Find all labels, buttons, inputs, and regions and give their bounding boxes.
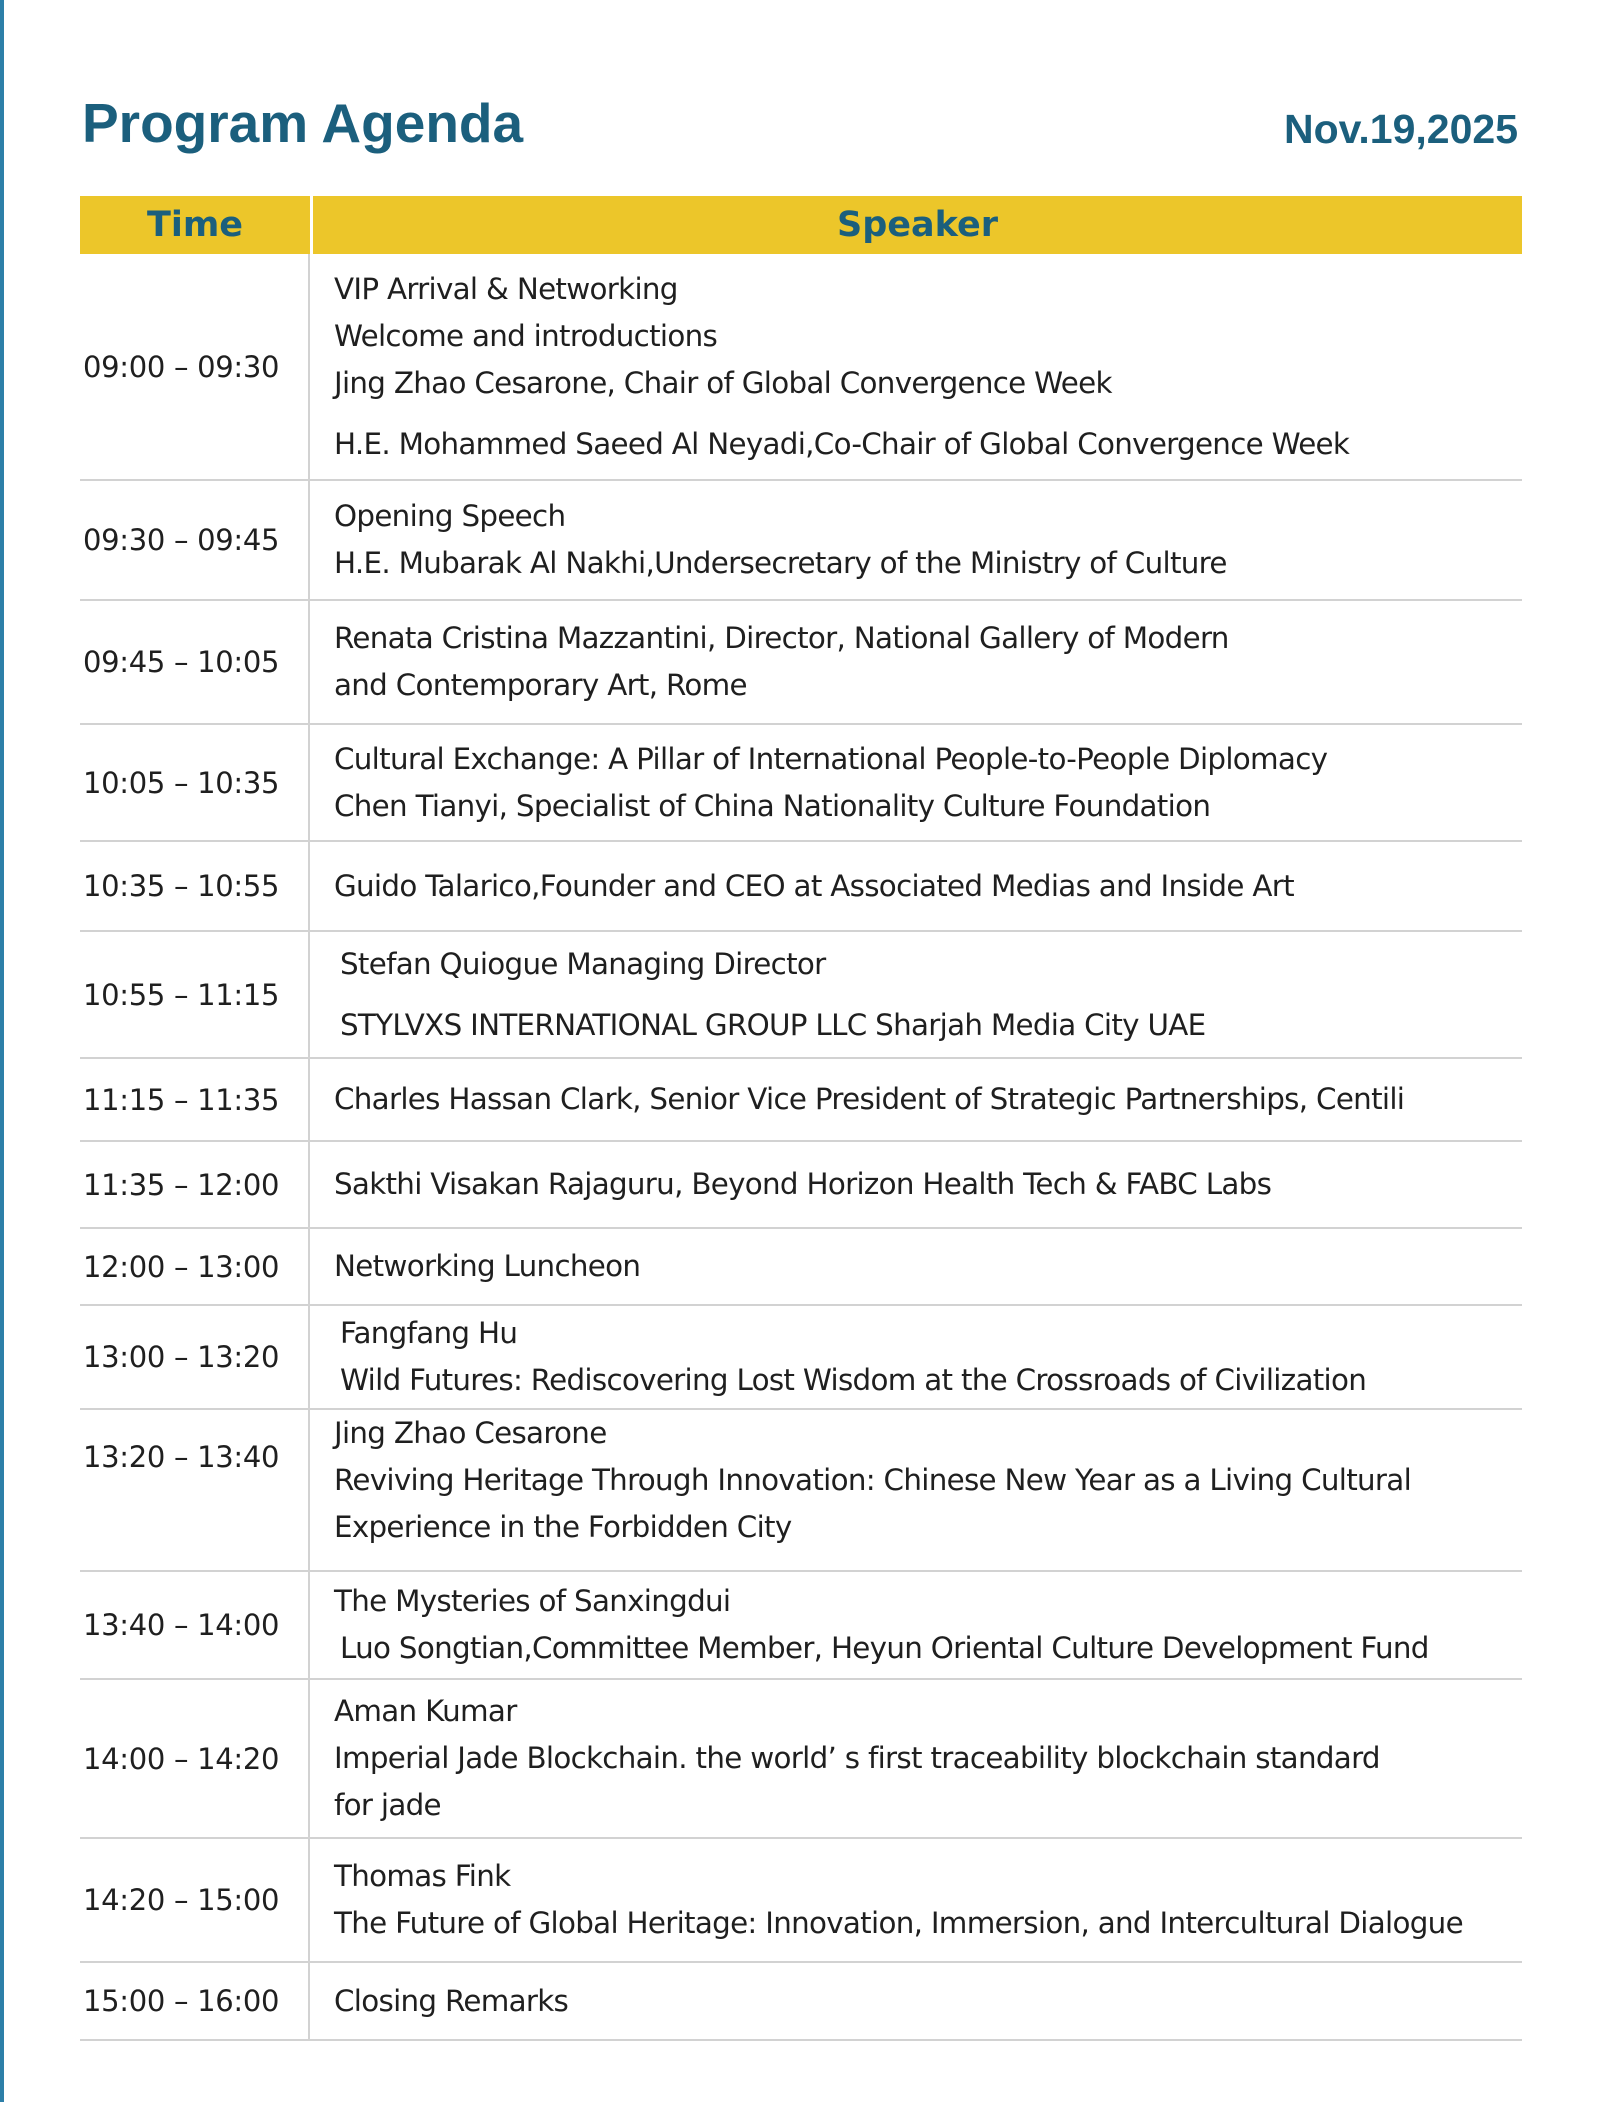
agenda-row [80,1572,1522,1680]
time-slot: 13:20 – 13:40 [80,1410,310,1570]
agenda-row [80,842,1522,932]
speaker-line: Welcome and introductions [334,318,718,353]
agenda-row [80,932,1522,1059]
column-header-time: Time [80,196,313,254]
speaker-line: H.E. Mubarak Al Nakhi,Undersecretary of the Ministry of Culture [334,546,1227,580]
speaker-cell [310,1142,1522,1227]
agenda-row [80,1142,1522,1229]
speaker-line: Fangfang Hu [340,1316,518,1350]
time-slot: 14:00 – 14:20 [80,1680,310,1837]
speaker-cell [310,842,1522,930]
agenda-row [80,1306,1522,1410]
left-edge-rule [0,0,4,2102]
agenda-row [80,481,1522,601]
speaker-line: Wild Futures: Rediscovering Lost Wisdom at the Crossroads of Civilization [340,1363,1367,1397]
speaker-line: Imperial Jade Blockchain. the world’ s first traceability blockchain standard [334,1741,1380,1775]
time-slot: 13:40 – 14:00 [80,1572,310,1678]
speaker-line: Reviving Heritage Through Innovation: Chinese New Year as a Living Cultural [334,1463,1412,1497]
speaker-line: STYLVXS INTERNATIONAL GROUP LLC Sharjah Media City UAE [340,1007,1206,1042]
speaker-line: Networking Luncheon [334,1249,641,1283]
time-slot: 15:00 – 16:00 [80,1963,310,2039]
time-slot: 09:45 – 10:05 [80,601,310,723]
agenda-row [80,601,1522,725]
speaker-cell [310,932,1522,1057]
agenda-header-row [80,196,1522,254]
speaker-line: The Mysteries of Sanxingdui [334,1584,731,1618]
column-header-speaker: Speaker [837,205,998,245]
speaker-line: Closing Remarks [334,1983,569,2018]
speaker-line: Stefan Quiogue Managing Director [340,946,826,981]
agenda-row [80,1410,1522,1572]
speaker-line: Renata Cristina Mazzantini, Director, National Gallery of Modern [334,621,1229,655]
speaker-line: Chen Tianyi, Specialist of China Nationality Culture Foundation [334,788,1211,823]
speaker-line: Luo Songtian,Committee Member, Heyun Oriental Culture Development Fund [340,1631,1429,1665]
speaker-cell [310,481,1522,599]
speaker-line: Charles Hassan Clark, Senior Vice President of Strategic Partnerships, Centili [334,1082,1405,1116]
agenda-row [80,1059,1522,1142]
time-slot: 11:35 – 12:00 [80,1142,310,1227]
speaker-line: VIP Arrival & Networking [334,271,678,306]
agenda-date: Nov.19,2025 [1283,106,1518,152]
speaker-line: and Contemporary Art, Rome [334,668,747,702]
speaker-cell [310,1963,1522,2039]
time-slot: 10:55 – 11:15 [80,932,310,1057]
time-slot: 13:00 – 13:20 [80,1306,310,1408]
agenda-row [80,1680,1522,1839]
speaker-cell [310,1229,1522,1304]
speaker-cell [310,254,1522,479]
agenda-table [80,196,1522,2041]
speaker-cell [310,601,1522,723]
time-slot: 11:15 – 11:35 [80,1059,310,1140]
speaker-line: Cultural Exchange: A Pillar of International People-to-People Diplomacy [334,741,1328,776]
speaker-cell [310,1059,1522,1140]
agenda-row [80,1229,1522,1306]
speaker-cell [310,1410,1522,1570]
speaker-cell [310,1572,1522,1678]
speaker-line: Sakthi Visakan Rajaguru, Beyond Horizon Health Tech & FABC Labs [334,1167,1272,1201]
agenda-row [80,1839,1522,1963]
time-slot: 09:30 – 09:45 [80,481,310,599]
speaker-cell [310,725,1522,840]
agenda-row [80,1963,1522,2041]
agenda-row [80,725,1522,842]
speaker-line: for jade [334,1788,441,1822]
speaker-line: Guido Talarico,Founder and CEO at Associated Medias and Inside Art [334,868,1294,903]
speaker-cell [310,1680,1522,1837]
speaker-cell [310,1306,1522,1408]
speaker-line: Opening Speech [334,499,566,533]
time-slot: 14:20 – 15:00 [80,1839,310,1961]
time-slot: 10:35 – 10:55 [80,842,310,930]
time-slot: 12:00 – 13:00 [80,1229,310,1304]
speaker-cell [310,1839,1522,1961]
speaker-line: Aman Kumar [334,1694,517,1728]
time-slot: 10:05 – 10:35 [80,725,310,840]
speaker-line: Jing Zhao Cesarone, Chair of Global Convergence Week [334,365,1112,400]
speaker-line: Thomas Fink [334,1859,511,1893]
speaker-line: Experience in the Forbidden City [334,1510,792,1544]
speaker-line: H.E. Mohammed Saeed Al Neyadi,Co-Chair of Global Convergence Week [334,426,1350,461]
time-slot: 09:00 – 09:30 [80,254,310,479]
speaker-line: The Future of Global Heritage: Innovation, Immersion, and Intercultural Dialogue [334,1906,1463,1940]
page-title: Program Agenda [82,92,524,154]
agenda-row [80,254,1522,481]
speaker-line: Jing Zhao Cesarone [334,1416,607,1450]
